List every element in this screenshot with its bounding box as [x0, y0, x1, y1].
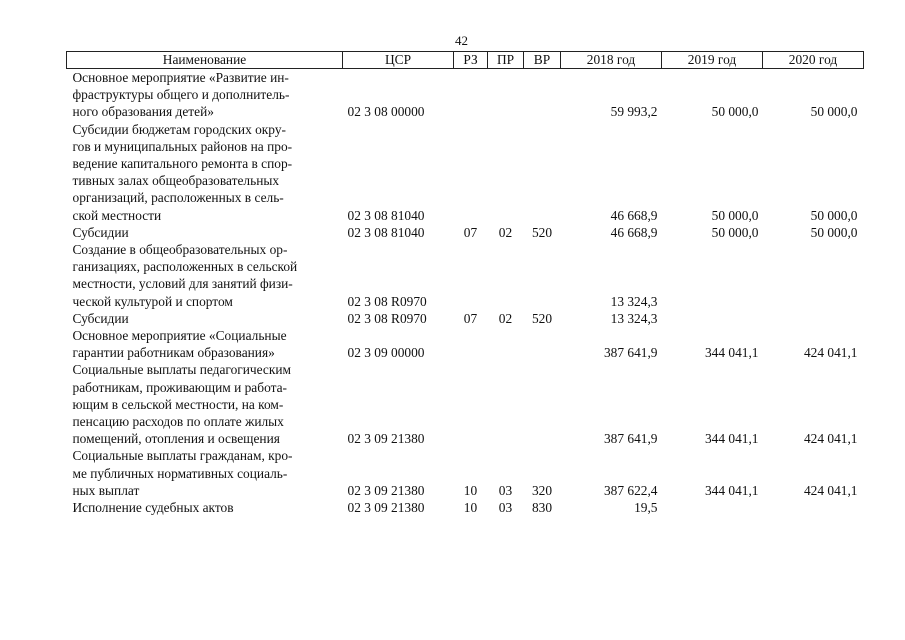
cell-vr	[524, 241, 561, 310]
cell-rz	[454, 241, 488, 310]
name-line: Социальные выплаты гражданам, кро-	[72, 448, 293, 464]
cell-2019: 50 000,0	[711, 207, 759, 223]
cell-2018: 46 668,9	[610, 224, 658, 240]
cell-rz: 07	[463, 310, 478, 326]
header-2019: 2019 год	[662, 52, 763, 69]
cell-name	[67, 447, 343, 499]
header-name: Наименование	[67, 52, 343, 69]
table-row	[67, 327, 864, 361]
table-row	[67, 69, 864, 121]
table-body	[67, 69, 864, 517]
name-line: Субсидии	[72, 224, 129, 240]
cell-pr	[488, 327, 524, 361]
cell-2020: 50 000,0	[810, 224, 858, 240]
cell-name	[67, 121, 343, 224]
name-line: помещений, отопления и освещения	[72, 431, 280, 447]
budget-table	[66, 51, 864, 516]
name-line: ме публичных нормативных социаль-	[72, 465, 288, 481]
table-row	[67, 447, 864, 499]
name-line: Основное мероприятие «Развитие ин-	[72, 70, 289, 85]
cell-name	[67, 361, 343, 447]
cell-vr: 320	[531, 482, 553, 498]
cell-2020: 424 041,1	[803, 482, 858, 498]
cell-2018: 59 993,2	[610, 104, 658, 120]
name-line: тивных залах общеобразовательных	[72, 173, 280, 189]
cell-vr: 830	[531, 500, 553, 516]
cell-2018: 387 622,4	[603, 482, 658, 498]
header-2018: 2018 год	[561, 52, 662, 69]
cell-2019	[662, 241, 763, 310]
cell-name	[67, 327, 343, 361]
cell-rz	[454, 121, 488, 224]
name-line: работникам, проживающим и работа-	[72, 379, 288, 395]
name-line: Создание в общеобразовательных ор-	[72, 242, 288, 258]
cell-vr: 520	[531, 224, 553, 240]
cell-rz	[454, 327, 488, 361]
cell-2018: 387 641,9	[603, 345, 658, 361]
header-vr: ВР	[524, 52, 561, 69]
cell-rz	[454, 69, 488, 121]
cell-pr: 02	[498, 224, 513, 240]
name-line: пенсацию расходов по оплате жилых	[72, 414, 284, 430]
cell-rz: 10	[463, 500, 478, 516]
cell-2019: 344 041,1	[704, 345, 759, 361]
cell-pr	[488, 361, 524, 447]
cell-csr: 02 3 08 00000	[347, 104, 425, 120]
name-line: ющим в сельской местности, на ком-	[72, 396, 284, 412]
cell-2020	[763, 241, 864, 310]
cell-name	[67, 241, 343, 310]
cell-2019	[662, 310, 763, 327]
cell-2018: 387 641,9	[603, 431, 658, 447]
cell-name	[67, 499, 343, 516]
header-csr: ЦСР	[343, 52, 454, 69]
table-row	[67, 310, 864, 327]
name-line: местности, условий для занятий физи-	[72, 276, 293, 292]
name-line: Субсидии бюджетам городских окру-	[72, 121, 286, 137]
cell-pr	[488, 121, 524, 224]
cell-2018: 19,5	[634, 500, 658, 516]
cell-vr	[524, 361, 561, 447]
name-line: гов и муниципальных районов на про-	[72, 138, 293, 154]
name-line: Исполнение судебных актов	[72, 500, 234, 516]
cell-2019: 50 000,0	[711, 224, 759, 240]
cell-2020: 50 000,0	[810, 207, 858, 223]
name-line: Субсидии	[72, 310, 129, 326]
cell-2020: 424 041,1	[803, 431, 858, 447]
cell-csr: 02 3 09 21380	[347, 482, 425, 498]
cell-vr	[524, 121, 561, 224]
name-line: ного образования детей»	[72, 104, 214, 120]
cell-pr: 02	[498, 310, 513, 326]
cell-2019: 50 000,0	[711, 104, 759, 120]
cell-vr: 520	[531, 310, 553, 326]
table-row	[67, 241, 864, 310]
header-rz: РЗ	[454, 52, 488, 69]
name-line: ской местности	[72, 207, 162, 223]
table-header-row	[67, 52, 864, 69]
cell-2018: 13 324,3	[610, 293, 658, 309]
name-line: фраструктуры общего и дополнитель-	[72, 87, 290, 103]
cell-rz	[454, 361, 488, 447]
cell-csr: 02 3 08 R0970	[347, 310, 427, 326]
name-line: организаций, расположенных в сель-	[72, 190, 284, 206]
cell-2019	[662, 499, 763, 516]
cell-csr: 02 3 08 R0970	[347, 293, 427, 309]
cell-pr: 03	[498, 482, 513, 498]
cell-csr: 02 3 09 00000	[347, 345, 425, 361]
cell-vr	[524, 69, 561, 121]
name-line: Социальные выплаты педагогическим	[72, 362, 292, 378]
cell-2018: 46 668,9	[610, 207, 658, 223]
cell-csr: 02 3 08 81040	[347, 207, 425, 223]
name-line: Основное мероприятие «Социальные	[72, 328, 287, 344]
table-row	[67, 361, 864, 447]
cell-2020: 50 000,0	[810, 104, 858, 120]
cell-csr: 02 3 09 21380	[347, 431, 425, 447]
cell-pr	[488, 241, 524, 310]
table-row	[67, 224, 864, 241]
page-number: 42	[455, 33, 468, 48]
cell-2020: 424 041,1	[803, 345, 858, 361]
cell-name	[67, 69, 343, 121]
name-line: ческой культурой и спортом	[72, 293, 233, 309]
header-2020: 2020 год	[763, 52, 864, 69]
cell-pr	[488, 69, 524, 121]
cell-name	[67, 310, 343, 327]
name-line: гарантии работникам образования»	[72, 345, 275, 361]
header-pr: ПР	[488, 52, 524, 69]
name-line: ганизациях, расположенных в сельской	[72, 259, 298, 275]
cell-rz: 10	[463, 482, 478, 498]
name-line: ных выплат	[72, 482, 140, 498]
cell-csr: 02 3 09 21380	[347, 500, 425, 516]
cell-2019: 344 041,1	[704, 482, 759, 498]
cell-pr: 03	[498, 500, 513, 516]
cell-vr	[524, 327, 561, 361]
name-line: ведение капитального ремонта в спор-	[72, 156, 293, 172]
cell-2020	[763, 499, 864, 516]
cell-csr: 02 3 08 81040	[347, 224, 425, 240]
table-row	[67, 499, 864, 516]
cell-2019: 344 041,1	[704, 431, 759, 447]
table-row	[67, 121, 864, 224]
cell-name	[67, 224, 343, 241]
cell-2020	[763, 310, 864, 327]
cell-rz: 07	[463, 224, 478, 240]
cell-2018: 13 324,3	[610, 310, 658, 326]
